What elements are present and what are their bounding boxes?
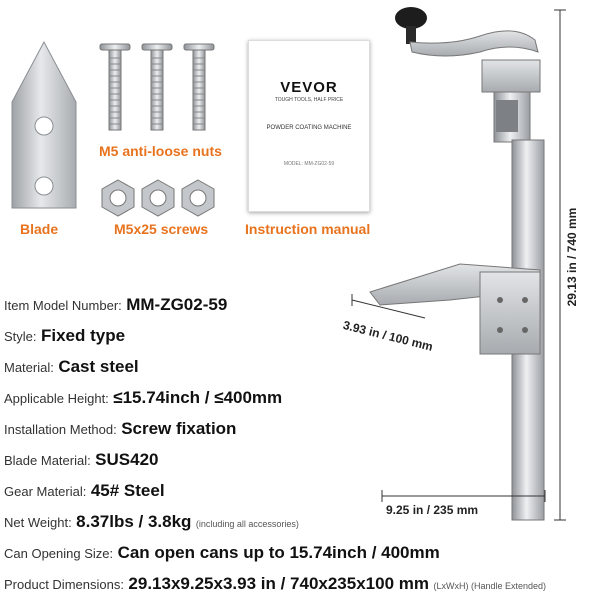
spec-row-can-opening-size — [4, 541, 440, 565]
blade-image — [8, 40, 80, 215]
nuts-label: M5 anti-loose nuts — [99, 143, 222, 159]
spec-value: 8.37lbs / 3.8kg — [76, 512, 192, 531]
spec-label: Material: — [4, 360, 54, 375]
spec-label: Item Model Number: — [4, 298, 122, 313]
spec-label: Style: — [4, 329, 37, 344]
spec-value: 45# Steel — [90, 481, 165, 500]
manual-tagline: TOUGH TOOLS, HALF PRICE — [274, 97, 344, 103]
spec-value: Cast steel — [58, 357, 139, 376]
spec-value: ≤15.74inch / ≤400mm — [113, 388, 283, 407]
spec-label: Applicable Height: — [4, 391, 109, 406]
depth-dimension: 3.93 in / 100 mm — [341, 318, 435, 354]
spec-row-model — [4, 293, 227, 317]
spec-row-blade-material — [4, 448, 159, 472]
spec-value: Screw fixation — [121, 419, 237, 438]
spec-label: Can Opening Size: — [4, 546, 114, 561]
spec-row-material — [4, 355, 139, 379]
manual-title: POWDER COATING MACHINE — [266, 125, 352, 131]
spec-value: 29.13x9.25x3.93 in / 740x235x100 mm — [128, 574, 429, 593]
spec-value: MM-ZG02-59 — [126, 295, 228, 314]
spec-value: Can open cans up to 15.74inch / 400mm — [117, 543, 440, 562]
spec-label: Product Dimensions: — [4, 577, 124, 592]
manual-brand: VEVOR — [280, 79, 338, 96]
height-dimension: 29.13 in / 740 mm — [565, 207, 579, 307]
manual-label: Instruction manual — [245, 221, 371, 237]
nuts-image — [100, 178, 216, 218]
spec-label: Installation Method: — [4, 422, 117, 437]
spec-row-net-weight — [4, 510, 299, 534]
spec-note: (including all accessories) — [195, 519, 299, 529]
spec-row-style — [4, 324, 125, 348]
spec-row-installation — [4, 417, 236, 441]
width-dimension: 9.25 in / 235 mm — [386, 503, 479, 517]
spec-label: Gear Material: — [4, 484, 87, 499]
spec-row-dimensions — [4, 572, 546, 596]
spec-label: Net Weight: — [4, 515, 72, 530]
screws-image — [96, 40, 218, 135]
blade-label: Blade — [20, 221, 59, 237]
screws-label: M5x25 screws — [114, 221, 209, 237]
spec-label: Blade Material: — [4, 453, 91, 468]
spec-row-applicable-height — [4, 386, 282, 410]
spec-row-gear-material — [4, 479, 165, 503]
spec-note: (LxWxH) (Handle Extended) — [433, 581, 546, 591]
spec-value: SUS420 — [95, 450, 159, 469]
manual-code: MODEL: MM-ZG02-59 — [283, 161, 335, 167]
spec-value: Fixed type — [40, 326, 126, 345]
